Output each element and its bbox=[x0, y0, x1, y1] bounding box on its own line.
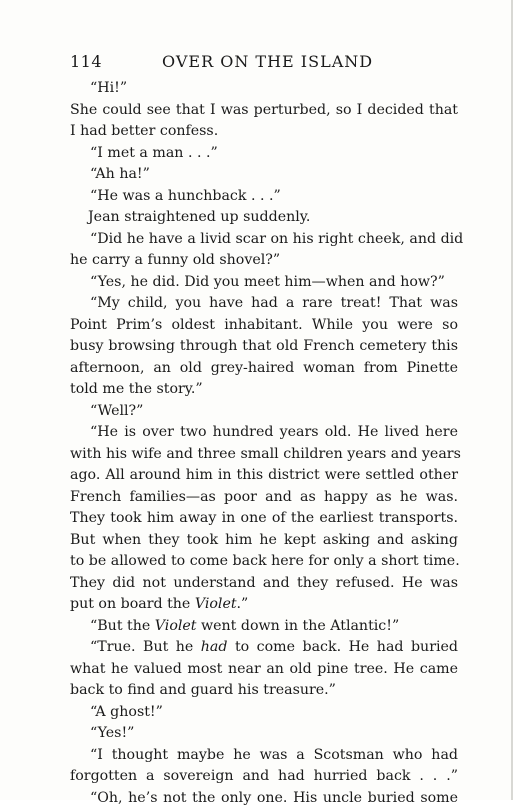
text-line: “He is over two hundred years old. He lived here bbox=[88, 422, 458, 444]
text-line: told me the story.” bbox=[70, 379, 458, 401]
text-line: They did not understand and they refused. He was bbox=[70, 573, 458, 595]
text-line: forgotten a sovereign and had hurried back . . .” bbox=[70, 766, 458, 788]
text-line: “Ah ha!” bbox=[88, 164, 458, 186]
text-line: “I met a man . . .” bbox=[88, 143, 458, 165]
text-line: what he valued most near an old pine tree. He came bbox=[70, 659, 458, 681]
page-header bbox=[70, 52, 460, 76]
text-line: busy browsing through that old French cemetery this bbox=[70, 336, 458, 358]
text-line: “Oh, he’s not the only one. His uncle buried some bbox=[88, 788, 458, 809]
page-number: 114 bbox=[70, 52, 102, 71]
body-text bbox=[88, 78, 458, 809]
text-line: “True. But he had to come back. He had buried bbox=[88, 637, 458, 659]
text-line: he carry a funny old shovel?” bbox=[70, 250, 458, 272]
text-line: They took him away in one of the earliest transports. bbox=[70, 508, 458, 530]
text-line: I had better confess. bbox=[70, 121, 458, 143]
text-line: afternoon, an old grey-haired woman from Pinette bbox=[70, 358, 458, 380]
text-line: She could see that I was perturbed, so I decided that bbox=[70, 100, 458, 122]
text-line: “My child, you have had a rare treat! That was bbox=[88, 293, 458, 315]
text-line: “He was a hunchback . . .” bbox=[88, 186, 458, 208]
text-line: “But the Violet went down in the Atlantic!” bbox=[88, 616, 458, 638]
text-line: “Did he have a livid scar on his right cheek, and did bbox=[88, 229, 458, 251]
text-line: back to find and guard his treasure.” bbox=[70, 680, 458, 702]
text-line: with his wife and three small children years and years bbox=[70, 444, 458, 466]
text-line: “Yes!” bbox=[88, 723, 458, 745]
text-line: ago. All around him in this district were settled other bbox=[70, 465, 458, 487]
text-line: put on board the Violet.” bbox=[70, 594, 458, 616]
text-line: “Well?” bbox=[88, 401, 458, 423]
text-line: But when they took him he kept asking and asking bbox=[70, 530, 458, 552]
text-line: French families—as poor and as happy as he was. bbox=[70, 487, 458, 509]
text-line: Jean straightened up suddenly. bbox=[88, 207, 458, 229]
text-line: “Yes, he did. Did you meet him—when and how?” bbox=[88, 272, 458, 294]
text-line: to be allowed to come back here for only a short time. bbox=[70, 551, 458, 573]
text-line: Point Prim’s oldest inhabitant. While you were so bbox=[70, 315, 458, 337]
running-title: OVER ON THE ISLAND bbox=[162, 52, 373, 71]
text-line: “I thought maybe he was a Scotsman who had bbox=[88, 745, 458, 767]
text-line: “A ghost!” bbox=[88, 702, 458, 724]
text-line: “Hi!” bbox=[88, 78, 458, 100]
